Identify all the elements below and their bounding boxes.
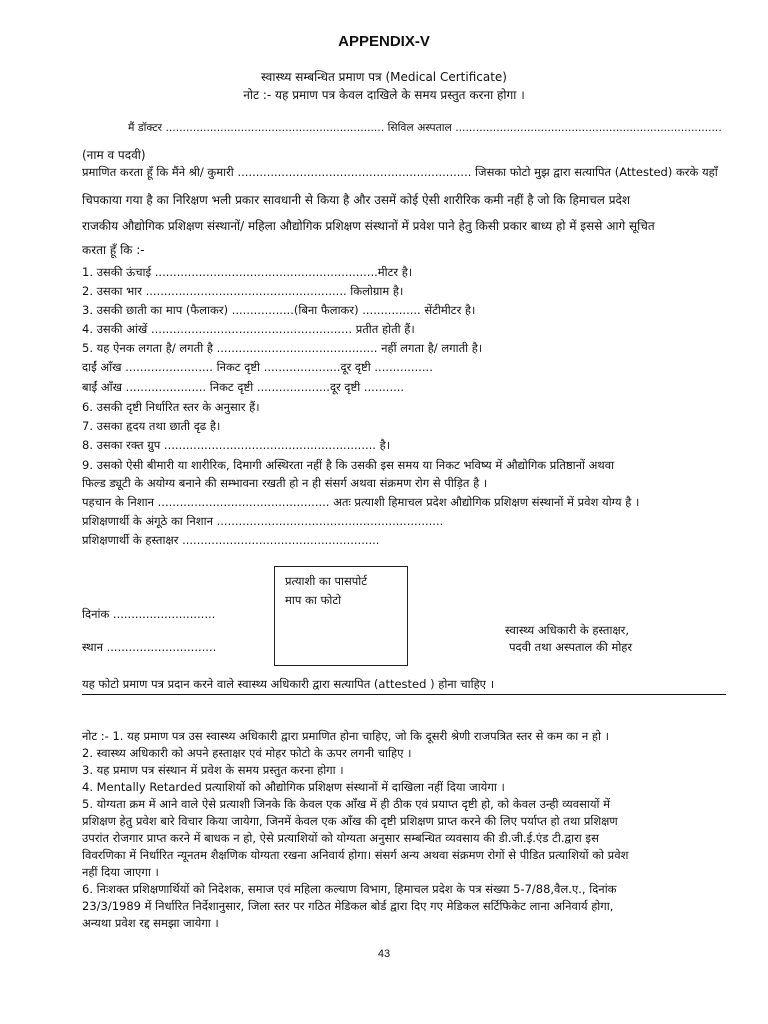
certificate-subtitle: स्वास्थ्य सम्बन्धित प्रमाण पत्र (Medical Certificate) <box>261 70 507 84</box>
note-line: नोट :- यह प्रमाण पत्र केवल दाखिले के समय प्रस्तुत करना होगा । <box>243 88 525 102</box>
item-signature: प्रशिक्षणार्थी के हस्ताक्षर ...................................................... <box>82 533 380 547</box>
photo-box <box>274 566 408 666</box>
note-item: 2. स्वास्थ्य अधिकारी को अपने हस्ताक्षर एवं मोहर फोटो के ऊपर लगनी चाहिए । <box>82 746 412 760</box>
item-glasses: 5. यह ऐनक लगता है/ लगती है ............................................ नहीं लगता है/ लगाती है। <box>82 341 483 355</box>
note-item: प्रशिक्षण हेतु प्रवेश बारे विचार किया जायेगा, जिनमें केवल एक आँख की दृष्टी प्रशिक्षण प्राप्त करने की लिए पर्याप्त हो तथा प्रशिक्षण <box>82 814 618 828</box>
item-weight: 2. उसका भार ....................................................... किलोग्राम है। <box>82 284 404 298</box>
para-line: राजकीय औद्योगिक प्रशिक्षण संस्थानों/ महिला औद्योगिक प्रशिक्षण संस्थानों में प्रवेश पाने हेतु किसी प्रकार बाध्य हो में इससे आगे सूचित <box>82 219 655 233</box>
item-chest: 3. उसकी छाती का माप (फैलाकर) .................(बिना फैलाकर) ................ सेंटीमीटर है। <box>82 303 476 317</box>
page-number: 43 <box>377 948 391 960</box>
item-left-eye: बाईं आँख ...................... निकट दृष्टी ....................दूर दृष्टी ........... <box>82 380 405 394</box>
note-item: उपरांत रोजगार प्राप्त करने में बाधक न हो, ऐसे प्रत्याशियों को योग्यता अनुसार सम्बन्धित व्यवसाय की डी.जी.ई.एंड टी.द्वारा इस <box>82 831 599 845</box>
note-item: 23/3/1989 में निर्धारित निर्देशानुसार, जिला स्तर पर गठित मेडिकल बोर्ड द्वारा दिए गए मेडिकल सर्टिफिकेट लाना अनिवार्य होगा, <box>82 899 614 913</box>
para-line: चिपकाया गया है का निरिक्षण भली प्रकार सावधानी से किया है और उसमें कोई ऐसी शारीरिक कमी नहीं है जो कि हिमाचल प्रदेश <box>82 193 631 207</box>
page-title: APPENDIX-V <box>338 33 430 50</box>
para-line: प्रमाणित करता हूँ कि मैंने श्री/ कुमारी ................................................................ जिसका फोटो मुझ द्वारा सत्यापित (Attested) करके यहाँ <box>82 165 718 179</box>
item-heart: 7. उसका हृदय तथा छाती दृढ है। <box>82 419 221 433</box>
note-item: 4. Mentally Retarded प्रत्याशियों को औद्योगिक प्रशिक्षण संस्थानों में दाखिला नहीं दिया जायेगा । <box>82 780 505 794</box>
item-thumb: प्रशिक्षणार्थी के अंगूठे का निशान .............................................................. <box>82 514 444 528</box>
item-height: 1. उसकी ऊंचाई .............................................................मीटर है। <box>82 265 413 279</box>
note-item: 6. निःशक्त प्रशिक्षणार्थियों को निदेशक, समाज एवं महिला कल्याण विभाग, हिमाचल प्रदेश के पत्र संख्या 5-7/88,वैल.ए., दिनांक <box>82 882 617 896</box>
photo-box-line1: प्रत्याशी का पासपोर्ट <box>285 574 368 588</box>
item-eyes: 4. उसकी आंखें ....................................................... प्रतीत होती हैं। <box>82 322 415 336</box>
signature-line2: पदवी तथा अस्पताल की मोहर <box>509 640 633 654</box>
note-item: अन्यथा प्रवेश रद्द समझा जायेगा । <box>82 916 219 930</box>
item-identification: पहचान के निशान ............................................... अतः प्रत्याशी हिमाचल प्रदेश औद्योगिक प्रशिक्षण संस्थानों में प्रवेश योग्य है । <box>82 495 640 509</box>
signature-line1: स्वास्थ्य अधिकारी के हस्ताक्षर, <box>505 623 630 637</box>
item-blood-group: 8. उसका रक्त ग्रुप .......................................................... है। <box>82 438 391 452</box>
date-label: दिनांक ............................ <box>82 607 216 621</box>
item-right-eye: दाईं आँख ........................ निकट दृष्टी .....................दूर दृष्टी ................ <box>82 360 433 374</box>
item-disease: 9. उसको ऐसी बीमारी या शारीरिक, दिमागी अस्थिरता नहीं है कि उसकी इस समय या निकट भविष्य में औद्योगिक प्रतिष्ठानों अथवा <box>82 458 615 472</box>
note-item: 5. योग्यता क्रम में आने वाले ऐसे प्रत्याशी जिनके कि केवल एक आँख में ही ठीक एवं प्रयाप्त दृष्टी हो, को केवल उन्ही व्यवसायों में <box>82 797 611 811</box>
place-label: स्थान .............................. <box>82 640 217 654</box>
note-item: नोट :- 1. यह प्रमाण पत्र उस स्वास्थ्य अधिकारी द्वारा प्रमाणित होना चाहिए, जो कि दूसरी श्रेणी राजपत्रित स्तर से कम का न हो । <box>82 729 610 743</box>
note-item: नहीं दिया जाएगा । <box>82 865 159 879</box>
name-designation: (नाम व पदवी) <box>82 148 146 162</box>
divider <box>82 694 726 695</box>
item-vision: 6. उसकी दृष्टी निर्धारित स्तर के अनुसार हैं। <box>82 400 260 414</box>
photo-box-line2: माप का फोटो <box>285 593 342 607</box>
para-line: करता हूँ कि :- <box>82 243 145 257</box>
doctor-line: मैं डॉक्टर ................................................................ सिविल अस्पताल .............................................................................. <box>128 121 722 134</box>
attest-line: यह फोटो प्रमाण पत्र प्रदान करने वाले स्वास्थ्य अधिकारी द्वारा सत्यापित (attested ) होना चाहिए । <box>82 677 495 691</box>
item-disease-cont: फिल्ड ड्यूटी के अयोग्य बनाने की सम्भावना रखती हो न ही संसर्ग अथवा संक्रमण रोग से पीड़ित है । <box>82 476 488 490</box>
note-item: विवरणिका में निर्धारित न्यूनतम शैक्षणिक योग्यता रखना अनिवार्य होगा। संसर्ग अन्य अथवा संक्रमण रोगों से पीडित प्रत्याशियों को प्रवेश <box>82 848 629 862</box>
note-item: 3. यह प्रमाण पत्र संस्थान में प्रवेश के समय प्रस्तुत करना होगा । <box>82 763 344 777</box>
